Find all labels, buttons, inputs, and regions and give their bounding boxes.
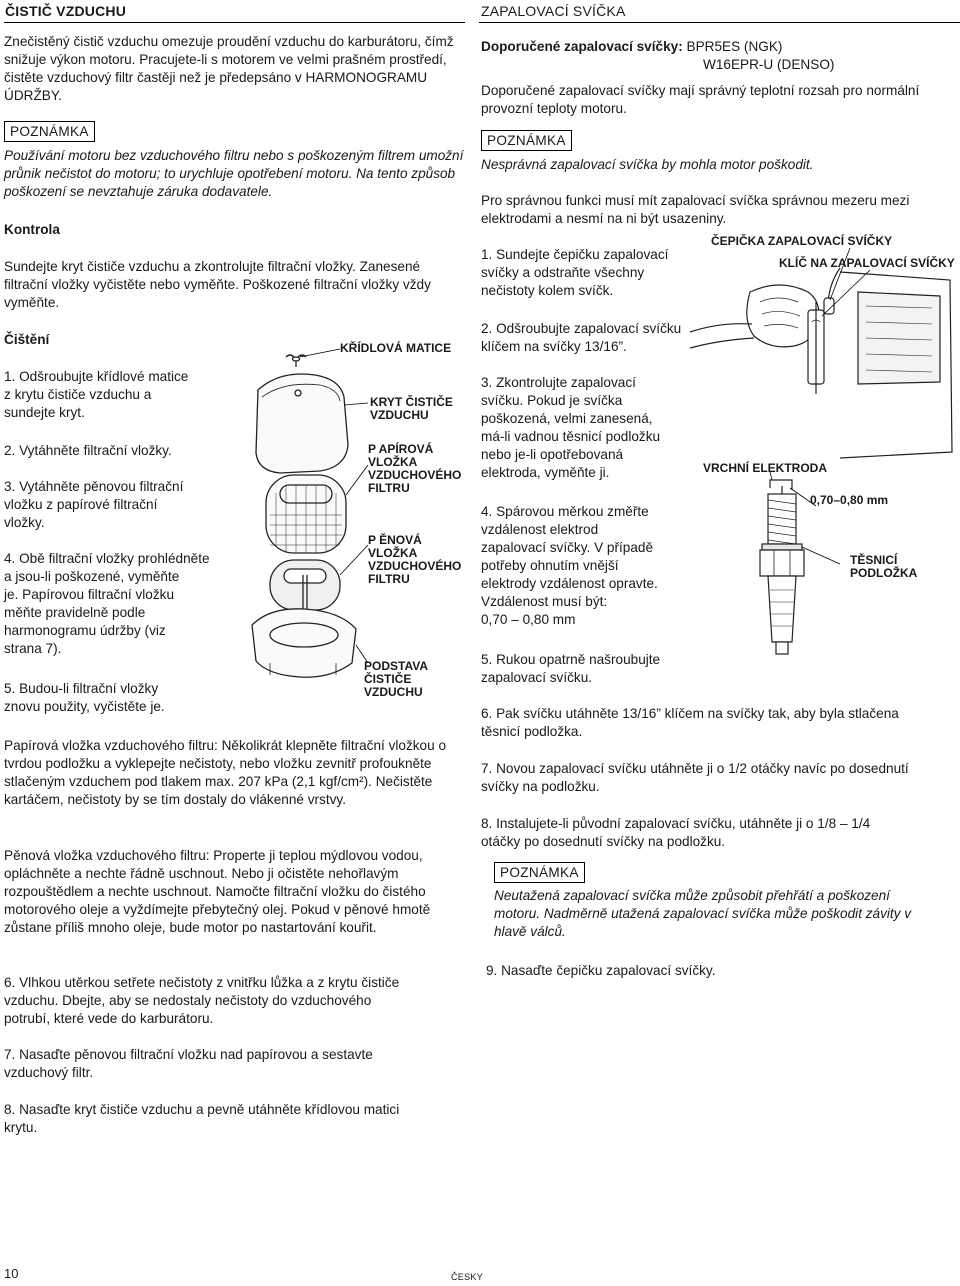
- function-text: Pro správnou funkci musí mít zapalovací svíčka správnou mezeru mezi elektrodami a nesmí na ni být usazeniny.: [481, 193, 910, 226]
- gap-label: 0,70–0,80 mm: [810, 493, 889, 507]
- spark-step-2: 2. Odšroubujte zapalovací svíčku klíčem na svíčky 13/16”.: [481, 321, 682, 354]
- base-label: PODSTAVA ČISTIČE VZDUCHU: [364, 659, 429, 699]
- spark-plug-removal-illustration: [690, 262, 960, 462]
- page-number: 10: [4, 1266, 19, 1281]
- clean-heading: Čištění: [4, 332, 50, 347]
- spark-plug-cap-icon: [824, 268, 840, 314]
- air-cleaner-cover-icon: [256, 374, 348, 473]
- spark-note2-label: POZNÁMKA: [494, 862, 585, 883]
- recommended-plugs: [481, 38, 782, 56]
- left-section-header: [4, 0, 465, 23]
- check-text: Sundejte kryt čističe vzduchu a zkontrolujte filtrační vložky. Zanesené filtrační vložky vyčistěte nebo vyměňte. Poškozené filtrační vložky vždy vyměňte.: [4, 259, 431, 310]
- foam-element-text: Pěnová vložka vzduchového filtru: Properte ji teplou mýdlovou vodou, opláchněte a nechte řádně uschnout. Nebo ji očistěte nehořlavým rozpouštědlem a nechte uschnout. Namočte filtrační vložku do čistého motorového oleje a vyždímejte přebytečný olej. Pokud v pěnové hmotě zůstane příliš mnoho oleje, bude motor po nastartování kouřit.: [4, 848, 431, 935]
- spark-step-3: 3. Zkontrolujte zapalovací svíčku. Pokud je svíčka poškozená, velmi zanesená, má-li vadnou těsnicí podložku nebo je-li opotřebovaná elektroda, vyměňte ji.: [481, 375, 661, 480]
- language-label: ČESKY: [451, 1272, 484, 1282]
- recommended-label: Doporučené zapalovací svíčky:: [481, 39, 683, 54]
- air-cleaner-intro: Znečistěný čistič vzduchu omezuje proudění vzduchu do karburátoru, čímž snižuje výkon motoru. Pracujete-li s motorem ve velmi prašném prostředí, čistěte vzduchový filtr častěji než je předepsáno v HARMONOGRAMU ÚDRŽBY.: [4, 34, 454, 103]
- plug-denso: W16EPR-U (DENSO): [703, 57, 835, 72]
- foam-element-label: P ĚNOVÁ VLOŽKA VZDUCHOVÉHO FILTRU: [368, 533, 462, 586]
- spark-plug-icon: [760, 480, 804, 654]
- wrench-label: KLÍČ NA ZAPALOVACÍ SVÍČKY: [779, 256, 955, 270]
- foam-filter-icon: [270, 560, 340, 610]
- spark-step-4: 4. Spárovou měrkou změřte vzdálenost elektrod zapalovací svíčky. V případě potřeby ohnutím vnější elektrody vzdálenost opravte. Vzdálenost musí být: 0,70 – 0,80 mm: [481, 504, 658, 627]
- clean-step-8: 8. Nasaďte kryt čističe vzduchu a pevně utáhněte křídlovou matici krytu.: [4, 1102, 400, 1135]
- spark-note-label: POZNÁMKA: [481, 130, 572, 151]
- check-heading: Kontrola: [4, 222, 60, 237]
- clean-step-5: 5. Budou-li filtrační vložky znovu použity, vyčistěte je.: [4, 681, 165, 714]
- air-cleaner-base-icon: [252, 609, 356, 677]
- clean-step-6: 6. Vlhkou utěrkou setřete nečistoty z vnitřku lůžka a z krytu čističe vzduchu. Dbejte, aby se nedostaly nečistoty do vzduchového potrubí, které vede do karburátoru.: [4, 975, 400, 1026]
- washer-label: TĚSNICÍ PODLOŽKA: [850, 553, 918, 580]
- spark-step-5: 5. Rukou opatrně našroubujte zapalovací svíčku.: [481, 652, 661, 685]
- air-cleaner-illustration: [240, 345, 370, 685]
- clean-step-4: 4. Obě filtrační vložky prohlédněte a jsou-li poškozené, vyměňte je. Papírovou filtrační vložku měňte pravidelně podle harmonogramu údržby (viz strana 7).: [4, 551, 210, 656]
- note-text: Používání motoru bez vzduchového filtru nebo s poškozeným filtrem umožní průnik nečistot do motoru; to urychluje opotřebení motoru. Na tento způsob poškození se nevztahuje záruka dodavatele.: [4, 148, 464, 199]
- clean-step-3: 3. Vytáhněte pěnovou filtrační vložku z papírové filtrační vložky.: [4, 479, 184, 530]
- recommended-text: Doporučené zapalovací svíčky mají správný teplotní rozsah pro normální provozní teploty motoru.: [481, 83, 920, 116]
- spark-note-text: Nesprávná zapalovací svíčka by mohla motor poškodit.: [481, 157, 814, 172]
- right-section-header: [479, 0, 960, 23]
- spark-plug-title: ZAPALOVACÍ SVÍČKA: [481, 3, 626, 19]
- cover-label: KRYT ČISTIČE VZDUCHU: [370, 395, 453, 422]
- clean-step-2: 2. Vytáhněte filtrační vložky.: [4, 443, 172, 458]
- clean-step-1: 1. Odšroubujte křídlové matice z krytu čističe vzduchu a sundejte kryt.: [4, 369, 189, 420]
- spark-step-7: 7. Novou zapalovací svíčku utáhněte ji o 1/2 otáčky navíc po dosednutí svíčky na podložku.: [481, 761, 909, 794]
- plug-ngk: BPR5ES (NGK): [686, 39, 783, 54]
- spark-step-8: 8. Instalujete-li původní zapalovací svíčku, utáhněte ji o 1/8 – 1/4 otáčky po dosednutí svíčky na podložku.: [481, 816, 871, 849]
- note-label: POZNÁMKA: [4, 121, 95, 142]
- spark-step-1: 1. Sundejte čepičku zapalovací svíčky a odstraňte všechny nečistoty kolem svíčk.: [481, 247, 669, 298]
- electrode-label: VRCHNÍ ELEKTRODA: [703, 461, 828, 475]
- spark-step-6: 6. Pak svíčku utáhněte 13/16” klíčem na svíčky tak, aby byla stlačena těsnicí podložka.: [481, 706, 899, 739]
- paper-filter-icon: [266, 475, 346, 553]
- air-cleaner-title: ČISTIČ VZDUCHU: [5, 3, 127, 19]
- spark-note2-text: Neutažená zapalovací svíčka může způsobit přehřátí a poškození motoru. Nadměrně utažená zapalovací svíčka může poškodit závity v hlavě válců.: [494, 888, 912, 939]
- paper-element-text: Papírová vložka vzduchového filtru: Několikrát klepněte filtrační vložkou o tvrdou podložku a vyklepejte nečistoty, nebo vložku zevnitř profoukněte stlačeným vzduchem pod tlakem max. 207 kPa (2,1 kgf/cm²). Nečistěte kartáčem, nečistoty by se tím dostaly do vlákenné vrstvy.: [4, 738, 447, 807]
- clean-step-7: 7. Nasaďte pěnovou filtrační vložku nad papírovou a sestavte vzduchový filtr.: [4, 1047, 373, 1080]
- hand-icon: [690, 285, 819, 348]
- spark-step-9: 9. Nasaďte čepičku zapalovací svíčky.: [486, 963, 716, 978]
- wing-nut-label: KŘÍDLOVÁ MATICE: [340, 341, 452, 355]
- cap-label: ČEPIČKA ZAPALOVACÍ SVÍČKY: [711, 234, 893, 248]
- paper-element-label: P APÍROVÁ VLOŽKA VZDUCHOVÉHO FILTRU: [368, 442, 462, 495]
- spark-plug-wrench-icon: [808, 302, 824, 394]
